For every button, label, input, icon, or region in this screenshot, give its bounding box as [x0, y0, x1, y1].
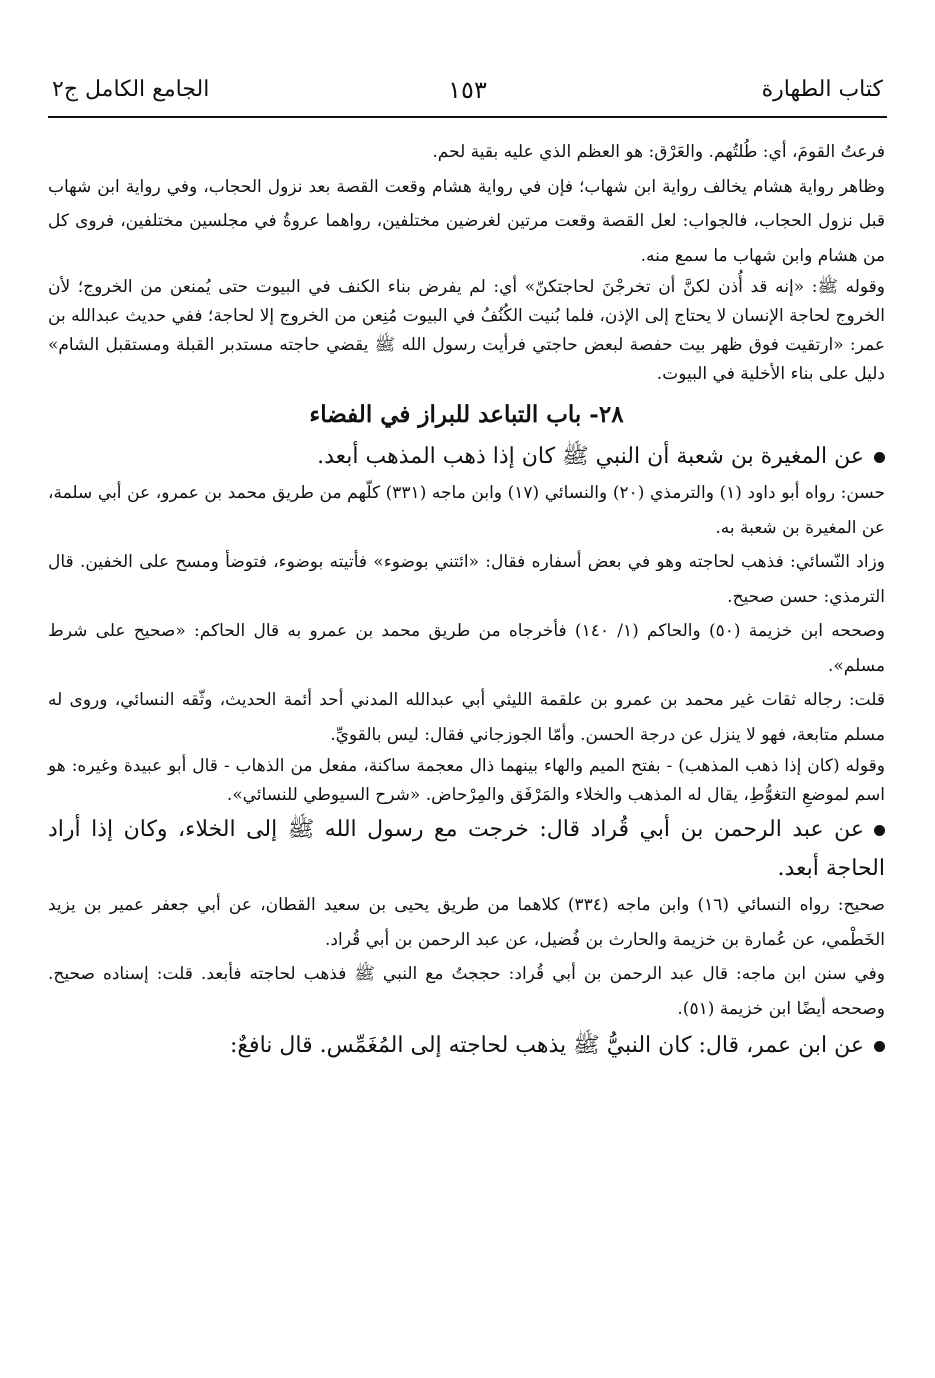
hadith-body: عن المغيرة بن شعبة أن النبي ﷺ كان إذا ذهب المذهب أبعد. [317, 444, 864, 469]
paragraph: قلت: رجاله ثقات غير محمد بن عمرو بن علقمة الليثي أبي عبدالله المدني أحد أئمة الحديث، وثّقه النسائي، وروى له مسلم متابعة، فهو لا ينزل عن درجة الحسن. وأمّا الجوزجاني فقال: ليس بالقويِّ. [48, 690, 885, 745]
page-body [48, 135, 885, 1065]
hadith-text [48, 437, 885, 476]
running-head-title: الجامع الكامل ج٢ [52, 77, 210, 102]
paragraph: وقوله (كان إذا ذهب المذهب) - بفتح الميم والهاء بينهما ذال معجمة ساكنة، مفعل من الذهاب - قال أبو عبيدة وغيره: هو اسم لموضعِ التغوُّطِ، يقال له المذهب والخلاء والمَرْفَق والمِرْحاض. «شرح السيوطي للنسائي». [48, 756, 885, 805]
paragraph: وظاهر رواية هشام يخالف رواية ابن شهاب؛ فإن في رواية هشام وقعت القصة بعد نزول الحجاب، وفي رواية ابن شهاب قبل نزول الحجاب، فالجواب: لعل القصة وقعت مرتين لغرضين مختلفين، رواهما عروةُ في مجلسين مختلفين، فروى كل من هشام وابن شهاب ما سمع منه. [48, 176, 885, 266]
paragraph: وزاد النّسائي: فذهب لحاجته وهو في بعض أسفاره فقال: «ائتني بوضوء» فأتيته بوضوء، فتوضأ ومسح على الخفين. قال الترمذي: حسن صحيح. [48, 552, 885, 607]
paragraph: صحيح: رواه النسائي (١٦) وابن ماجه (٣٣٤) كلاهما من طريق يحيى بن سعيد القطان، عن أبي جعفر عمير بن يزيد الخَطْمي، عن عُمارة بن خزيمة والحارث بن فُضيل، عن عبد الرحمن بن أبي قُراد. [48, 895, 885, 950]
hadith-body: عن ابن عمر، قال: كان النبيُّ ﷺ يذهب لحاجته إلى المُغَمِّس. قال نافعٌ: [229, 1033, 864, 1058]
bullet-icon [874, 452, 885, 463]
page-header [48, 70, 887, 118]
paragraph: وقوله ﷺ: «إنه قد أُذن لكنَّ أن تخرجْنَ لحاجتكنّ» أي: لم يفرض بناء الكنف في البيوت حتى يُمنعن من الخروج؛ لأن الخروج لحاجة الإنسان لا يحتاج إلى الإذن، فلما بُنيت الكُنُفُ في البيوت مُنِعن من الخروج إلا لحاجة؛ ففي حديث عبدالله بن عمر: «ارتقيت فوق ظهر بيت حفصة لبعض حاجتي فرأيت رسول الله ﷺ يقضي حاجته مستدبر القبلة ومستقبل الشام» دليل على بناء الأخلية في البيوت. [48, 277, 885, 384]
bullet-icon [874, 825, 885, 836]
running-head-section: كتاب الطهارة [761, 77, 883, 102]
paragraph: حسن: رواه أبو داود (١) والترمذي (٢٠) والنسائي (١٧) وابن ماجه (٣٣١) كلّهم من طريق محمد بن عمرو، عن أبي سلمة، عن المغيرة بن شعبة به. [48, 483, 886, 538]
chapter-heading: ٢٨- باب التباعد للبراز في الفضاء [309, 401, 624, 428]
bullet-icon [874, 1041, 885, 1052]
paragraph: وصححه ابن خزيمة (٥٠) والحاكم (١/ ١٤٠) فأخرجاه من طريق محمد بن عمرو به قال الحاكم: «صحيح على شرط مسلم». [48, 621, 886, 676]
hadith-text [48, 810, 885, 888]
paragraph: فرعتُ القومَ، أي: طُلتُهم. والعَرْق: هو العظم الذي عليه بقية لحم. [432, 142, 885, 162]
header-rule [48, 116, 887, 118]
paragraph: وفي سنن ابن ماجه: قال عبد الرحمن بن أبي قُراد: حججتُ مع النبي ﷺ فذهب لحاجته فأبعد. قلت: إسناده صحيح. وصححه أيضًا ابن خزيمة (٥١). [48, 964, 885, 1019]
hadith-body: عن عبد الرحمن بن أبي قُراد قال: خرجت مع رسول الله ﷺ إلى الخلاء، وكان إذا أراد الحاجة أبعد. [48, 817, 885, 881]
page-number: ١٥٣ [448, 76, 487, 104]
hadith-text [48, 1026, 885, 1065]
